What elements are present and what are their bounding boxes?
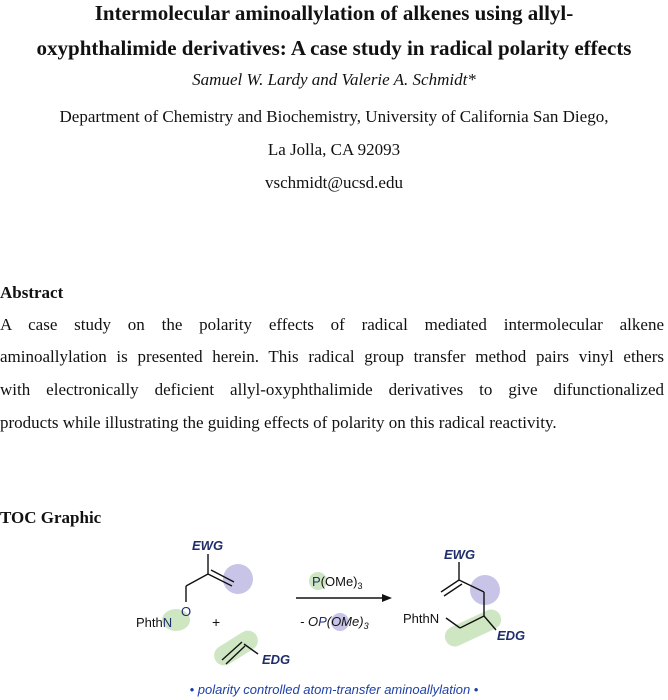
byproduct-label: - $OP(OMe)_3$	[300, 614, 369, 631]
abstract-line: A case study on the polarity effects of radical mediated intermolecular alkene	[0, 315, 664, 334]
reaction-arrowhead	[382, 594, 392, 602]
abstract-line: products while illustrating the guiding effects of polarity on this radical reactivity.	[0, 413, 557, 432]
authors: Samuel W. Lardy and Valerie A. Schmidt*	[192, 70, 476, 89]
toc-reaction-scheme	[0, 530, 668, 700]
toc-heading: TOC Graphic	[0, 508, 102, 527]
toc-caption: • polarity controlled atom-transfer aminoallylation •	[189, 682, 479, 697]
purple-highlight-product	[470, 575, 500, 605]
abstract-heading: Abstract	[0, 283, 64, 302]
abstract-line: aminoallylation is presented herein. This radical group transfer method pairs vinyl ethers	[0, 347, 664, 366]
reactant-bonds	[186, 554, 234, 602]
reactant-oxygen-label: O	[181, 604, 192, 619]
plus-sign: +	[212, 614, 221, 630]
reactant-phthn-label: PhthN	[136, 615, 173, 630]
reagent-label: $P(OMe)_3$	[312, 574, 363, 591]
product-edg-label: EDG	[497, 628, 526, 643]
reactant-ewg-label: EWG	[192, 538, 224, 553]
affiliation-line-2: La Jolla, CA 92093	[267, 140, 401, 159]
affiliation-line-1: Department of Chemistry and Biochemistry, University of California San Diego,	[59, 107, 609, 126]
product-phthn-label: PhthN	[403, 611, 440, 626]
paper-title-line-1: Intermolecular aminoallylation of alkenes using allyl-	[94, 1, 574, 25]
author-email: vschmidt@ucsd.edu	[265, 173, 403, 192]
paper-title-line-2: oxyphthalimide derivatives: A case study in radical polarity effects	[36, 36, 632, 60]
vinyl-edg-label: EDG	[262, 652, 291, 667]
product-ewg-label: EWG	[444, 547, 476, 562]
abstract-line: with electronically deficient allyl-oxyphthalimide derivatives to give difunctionalized	[0, 380, 664, 399]
